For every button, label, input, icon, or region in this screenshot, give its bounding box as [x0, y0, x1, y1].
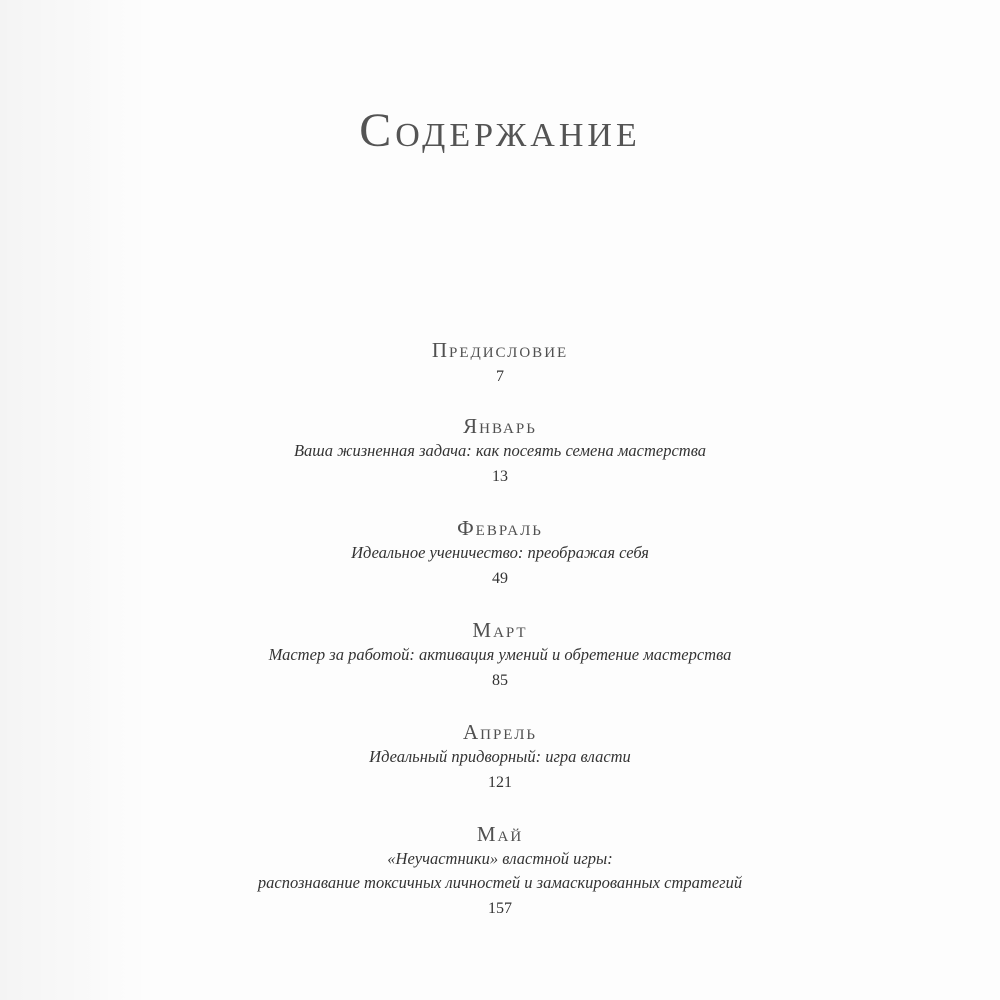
toc-entry-january	[0, 413, 1000, 489]
toc-heading: Март	[472, 618, 528, 642]
toc-subtitle: Идеальный придворный: игра власти	[369, 747, 631, 766]
toc-page-number: 49	[492, 570, 508, 587]
toc-entry-march	[0, 617, 1000, 693]
toc-heading: Апрель	[462, 720, 538, 744]
toc-page-number: 121	[488, 774, 512, 791]
toc-subtitle: Идеальное ученичество: преображая себя	[351, 543, 649, 562]
toc-entry-april	[0, 719, 1000, 795]
toc-page-number: 7	[496, 368, 504, 385]
toc-subtitle: «Неучастники» властной игры:	[387, 849, 613, 868]
toc-heading: Февраль	[457, 516, 543, 540]
toc-subtitle: Мастер за работой: активация умений и обретение мастерства	[268, 645, 732, 664]
toc-page-number: 13	[492, 468, 508, 485]
page-title: Содержание	[359, 104, 641, 157]
toc-entry-preface	[0, 337, 1000, 389]
toc-entry-may	[0, 821, 1000, 921]
toc-heading: Предисловие	[431, 338, 569, 362]
toc-entry-february	[0, 515, 1000, 591]
toc-heading: Январь	[463, 414, 537, 438]
toc-heading: Май	[476, 822, 524, 846]
toc-page-number: 157	[488, 900, 512, 917]
toc-subtitle-continued: распознавание токсичных личностей и замаскированных стратегий	[257, 873, 743, 892]
toc-subtitle: Ваша жизненная задача: как посеять семена мастерства	[293, 441, 707, 460]
toc-page-number: 85	[492, 672, 508, 689]
